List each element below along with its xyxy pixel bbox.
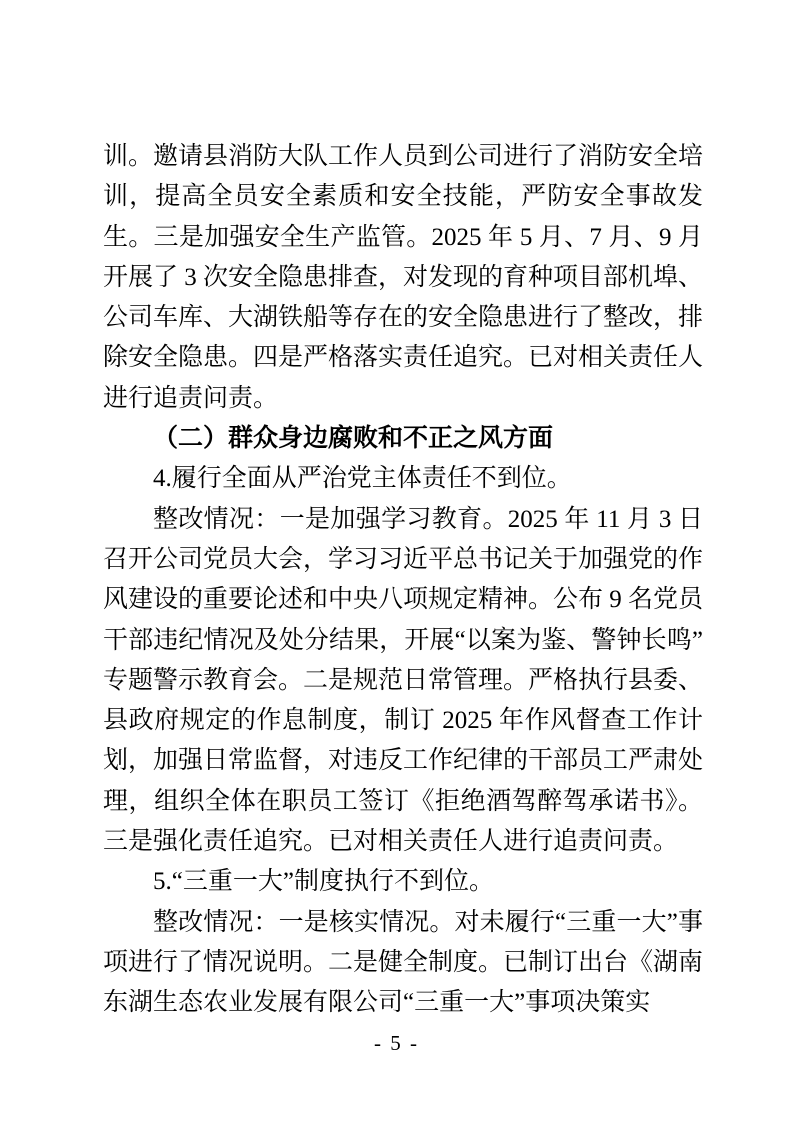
page-number: - 5 - bbox=[374, 1031, 419, 1055]
item-4-remediation: 整改情况：一是加强学习教育。2025 年 11 月 3 日召开公司党员大会，学习习近平总书记关于加强党的作风建设的重要论述和中央八项规定精神。公布 9 名党员干部违纪情况及处分结果，开展“以案为鉴、警钟长鸣”专题警示教育会。二是规范日常管理。严格执行县委、县政府规定的作息制度，制订 2025 年作风督查工作计划，加强日常监督，对违反工作纪律的干部员工严肃处理，组织全体在职员工签订《拒绝酒驾醉驾承诺书》。三是强化责任追究。已对相关责任人进行追责问责。 bbox=[103, 505, 704, 856]
item-4-title: 4.履行全面从严治党主体责任不到位。 bbox=[153, 465, 572, 493]
paragraph-continuation: 训。邀请县消防大队工作人员到公司进行了消防安全培训，提高全员安全素质和安全技能，严防安全事故发生。三是加强安全生产监管。2025 年 5 月、7 月、9 月开展了 3 次安全隐患排查，对发现的育种项目部机埠、公司车库、大湖铁船等存在的安全隐患进行了整改，排除安全隐患。四是严格落实责任追究。已对相关责任人进行追责问责。 bbox=[103, 143, 704, 412]
item-5-title: 5.“三重一大”制度执行不到位。 bbox=[153, 868, 494, 896]
item-5-remediation: 整改情况：一是核实情况。对未履行“三重一大”事项进行了情况说明。二是健全制度。已制订出台《湖南东湖生态农业发展有限公司“三重一大”事项决策实 bbox=[103, 908, 704, 1017]
page-body bbox=[103, 137, 703, 1024]
section-heading-2: （二）群众身边腐败和不正之风方面 bbox=[153, 425, 554, 453]
